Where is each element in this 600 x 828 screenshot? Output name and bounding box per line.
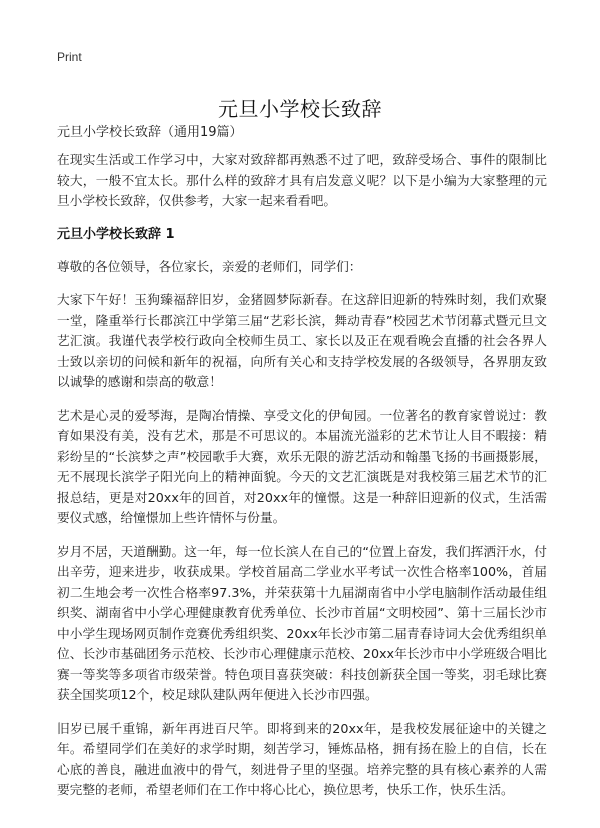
body-paragraph: 岁月不居，天道酬勤。这一年，每一位长滨人在自己的“位置上奋发，我们挥洒汗水，付出辛劳，迎来进步，收获成果。学校首届高二学业水平考试一次性合格率100%，首届初二生地会考一次性合格率97.3%，并荣获第十九届湖南省中小学电脑制作活动最佳组织奖、湖南省中小学心理健康教育优秀单位、长沙市首届“文明校园”、第十三届长沙市中小学生现场网页制作竞赛优秀组织奖、20xx年长沙市第二届青春诗词大会优秀组织单位、长沙市基础团务示范校、长沙市心理健康示范校、20xx年长沙市中小学班级合唱比赛一等奖等多项省市级荣誉。特色项目喜获突破：科技创新获全国一等奖，羽毛球比赛获全国奖项12个，校足球队建队两年便进入长沙市四强。 <box>57 543 547 702</box>
document-body <box>57 150 547 814</box>
body-paragraph: 旧岁已展千重锦，新年再进百尺竿。即将到来的20xx年，是我校发展征途中的关键之年。希望同学们在美好的求学时期，刻苦学习，锤炼品格，拥有扬在脸上的自信，长在心底的善良，融进血液中的骨气，刻进骨子里的坚强。培养完整的具有核心素养的人需要完整的老师，希望老师们在工作中将心比心，换位思考，快乐工作，快乐生活。 <box>57 720 547 797</box>
body-paragraph: 艺术是心灵的爱琴海，是陶冶情操、享受文化的伊甸园。一位著名的教育家曾说过：教育如果没有美，没有艺术，那是不可思议的。本届流光溢彩的艺术节让人目不暇接：精彩纷呈的“长滨梦之声”校园歌手大赛，欢乐无限的游艺活动和翰墨飞扬的书画摄影展，无不展现长滨学子阳光向上的精神面貌。今天的文艺汇演既是对我校第三届艺术节的汇报总结，更是对20xx年的回首，对20xx年的憧憬。这是一种辞旧迎新的仪式，生活需要仪式感，给憧憬加上些许情怀与份量。 <box>57 407 547 525</box>
section-heading: 元旦小学校长致辞 1 <box>57 226 175 242</box>
print-link[interactable]: Print <box>57 50 82 64</box>
greeting-paragraph: 尊敬的各位领导，各位家长，亲爱的老师们，同学们： <box>57 258 362 274</box>
body-paragraph: 大家下午好！玉狗臻福辞旧岁，金猪圆梦际新春。在这辞旧迎新的特殊时刻，我们欢聚一堂，隆重举行长郡滨江中学第三届“艺彩长滨，舞动青春”校园艺术节闭幕式暨元旦文艺汇演。我谨代表学校行政向全校师生员工、家长以及正在观看晚会直播的社会各界人士致以亲切的问候和新年的祝福，向所有关心和支持学校发展的各级领导，各界朋友致以诚挚的感谢和崇高的敬意！ <box>57 292 547 389</box>
document-subtitle: 元旦小学校长致辞（通用19篇） <box>57 125 243 140</box>
page-title: 元旦小学校长致辞 <box>218 97 382 122</box>
intro-paragraph: 在现实生活或工作学习中，大家对致辞都再熟悉不过了吧，致辞受场合、事件的限制比较大，一般不宜太长。那什么样的致辞才具有启发意义呢？以下是小编为大家整理的元旦小学校长致辞，仅供参考，大家一起来看看吧。 <box>57 152 547 208</box>
